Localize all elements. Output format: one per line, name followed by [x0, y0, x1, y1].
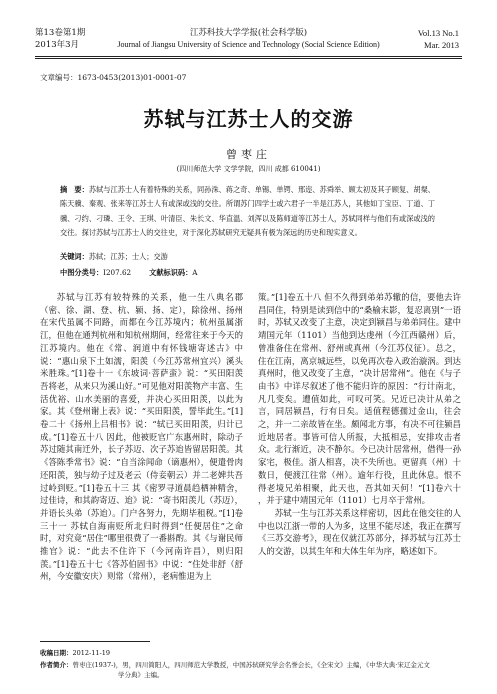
article-number: 文章编号：1673-0453(2013)01-0001-07	[40, 73, 187, 82]
issue-date-en: Mar. 2013	[424, 40, 459, 50]
author-bio-line1: 曾枣庄(1937-)，男，四川简阳人，四川师范大学教授，中国苏轼研究学会名誉会长，《全宋文》主编，《中华大典·宋辽金元文	[72, 661, 430, 669]
keywords-text: 苏轼；江苏；士人；交游	[88, 252, 168, 261]
author-bio-label: 作者简介：	[40, 661, 73, 669]
body-paragraph: 苏轼一生与江苏关系这样密切，因此在他交往的人中也以江浙一带的人为多，这里不能尽述，我正在撰写《三苏交游考》，现在仅就江苏部分，择苏轼与江苏士人的交游，以其生年和大体生年为序，略述如下。	[258, 507, 461, 557]
journal-title-block	[90, 27, 407, 51]
keywords-label: 关键词：	[60, 252, 89, 261]
issue-volume: 第13卷第1期	[35, 28, 86, 38]
header-rule-bottom	[35, 58, 462, 59]
issue-volume-en: Vol.13 No.1	[417, 28, 459, 38]
abstract-text: 苏轼与江苏士人有着特殊的关系，同孙洙、蒋之奇、单锡、单锷、邢迩、苏舜举、顾太初及其子顾复、胡粲、陈天骥、秦观、张来等江苏士人有或深或浅的交往。所谓苏门四学士或六君子一半是江苏人，其他如丁宝臣、丁道、丁骥、刁约、刁璘、王令、王琪、叶清臣、朱长文、华直温、刘浑以及陈师道等江苏士人，苏轼同样与他们有或深或浅的交往。探讨苏轼与江苏士人的交往史，对于深化苏轼研究无疑具有极为深远的历史和现实意义。	[60, 185, 435, 237]
body-paragraph: 苏轼与江苏有较特殊的关系，他一生八典名郡（密、徐、湖、登、杭、颍、扬、定），除徐州、扬州在宋代虽属不同路，而都在今江苏境内；杭州虽属浙江，但他在通判杭州和知杭州期间，经常往来于今天的江苏境内。他在《常、润道中有怀钱塘寄述古》中说：“惠山泉下土如濡，阳羡（今江苏常州宜兴）溪头米胜珠。”[1]卷十一《东坡词·菩萨蛮》说：“买田阳羡吾将老，从来只为溪山好。”可见他对阳羡物产丰富、生活优裕、山水美丽的喜爱，并决心买田阳羡，以此为家。其《登州谢上表》说：“买田阳羡，誓毕此生。”[1]卷二十《扬州上吕相书》说：“轼已买田阳羡，归计已成。”[1]卷五十八 因此，他被贬官广东惠州时，除动子苏过随其南迁外，长子苏迈、次子苏迨皆留居阳羡。其《答陈季常书》说：“自当涂闻命（谪惠州），便遣骨肉还阳羡，独与幼子过及老云（侍妾朝云）并二老婢共吾过岭到贬。”[1]卷五十三 其《密罗寻道晨趋栖神精舍，过佳诗，和其韵寄迈、迨》说：“寄书阳羡儿（苏迈），并语长头弟（苏迨）。门户各努力，先期毕租税。”[1]卷三十一 苏轼自海南贬所北归时得到“任便居住”之命时，对究竟“居住”哪里很费了一番斟酌。其《与谢民师推官》说：“此去不住许下（今河南许昌），则归阳羡。”[1]卷五十七《答苏伯固书》中说：“住处非舒（舒州，今安徽安庆）则常（常州），老病惟退为上	[40, 292, 243, 582]
body-paragraph: 策。”[1]卷五十八 但不久得到弟弟苏辙的信，要他去许昌同住，特别是读到信中的“桑榆末影，复忍离别”一语时，苏轼又改变了主意，决定到颍昌与弟弟同住。建中靖国元年（1101）当他到达虔州（今江西赣州）后，曾准备住在常州、舒州或真州（今江苏仪征）。总之，住在江南，离京城远些，以免再次卷入政治漩涡。到达真州时，他又改变了主意，“决计居常州”。他在《与子由书》中详尽叙述了他不能归许的原因：“行计南北，凡几变矣。遭值如此，可叹可笑。兄近已决计从弟之言，同居颍昌，行有日矣。适值程德孺过金山，往会之，并一二亲故皆在坐。颇闻北方事，有决不可往颍昌近地居者。事皆可信人所报，大抵相忌，安排攻击者众。北行渐近，决不静尔。今已决计居常州，借得一孙家宅，极佳。浙人相喜，决不失所也。更留真（州）十数日，便渡江往常（州）。逾年行役，且此休息。恨不得老境兄弟相聚，此天也，吾其如天何！”[1]卷六十 ，并于建中靖国元年（1101）七月卒于常州。	[258, 292, 461, 506]
issue-date: 2013年3月	[35, 40, 80, 50]
body-column-right	[258, 291, 461, 558]
journal-title-en: Journal of Jiangsu University of Science and Technology (Social Science Edition)	[117, 40, 380, 49]
clc-label: 中图分类号：	[60, 268, 104, 277]
author-bio-line2: 学分典》主编。	[118, 671, 164, 679]
received-value: 2012-11-19	[72, 649, 110, 657]
received-date	[40, 648, 457, 658]
journal-title-cn: 江苏科技大学学报(社会科学版)	[189, 28, 308, 38]
received-label: 收稿日期：	[40, 649, 73, 657]
issue-info-en	[418, 27, 459, 51]
issue-info	[35, 27, 85, 51]
abstract-label: 摘 要：	[60, 185, 89, 194]
classification	[60, 268, 197, 278]
body-column-left	[40, 291, 243, 583]
author-bio	[40, 660, 457, 680]
clc-value: I207.62	[103, 268, 132, 277]
keywords	[60, 252, 168, 262]
doc-code-value: A	[192, 268, 198, 277]
abstract	[60, 183, 435, 240]
author-affiliation: (四川师范大学 文学学院，四川 成都 610041)	[176, 165, 321, 173]
footnote-rule	[40, 641, 150, 642]
author-name: 曾枣庄	[226, 148, 271, 161]
header-rule-top	[35, 56, 462, 57]
article-title: 苏轼与江苏士人的交游	[143, 107, 354, 131]
doc-code-label: 文献标识码：	[149, 268, 193, 277]
